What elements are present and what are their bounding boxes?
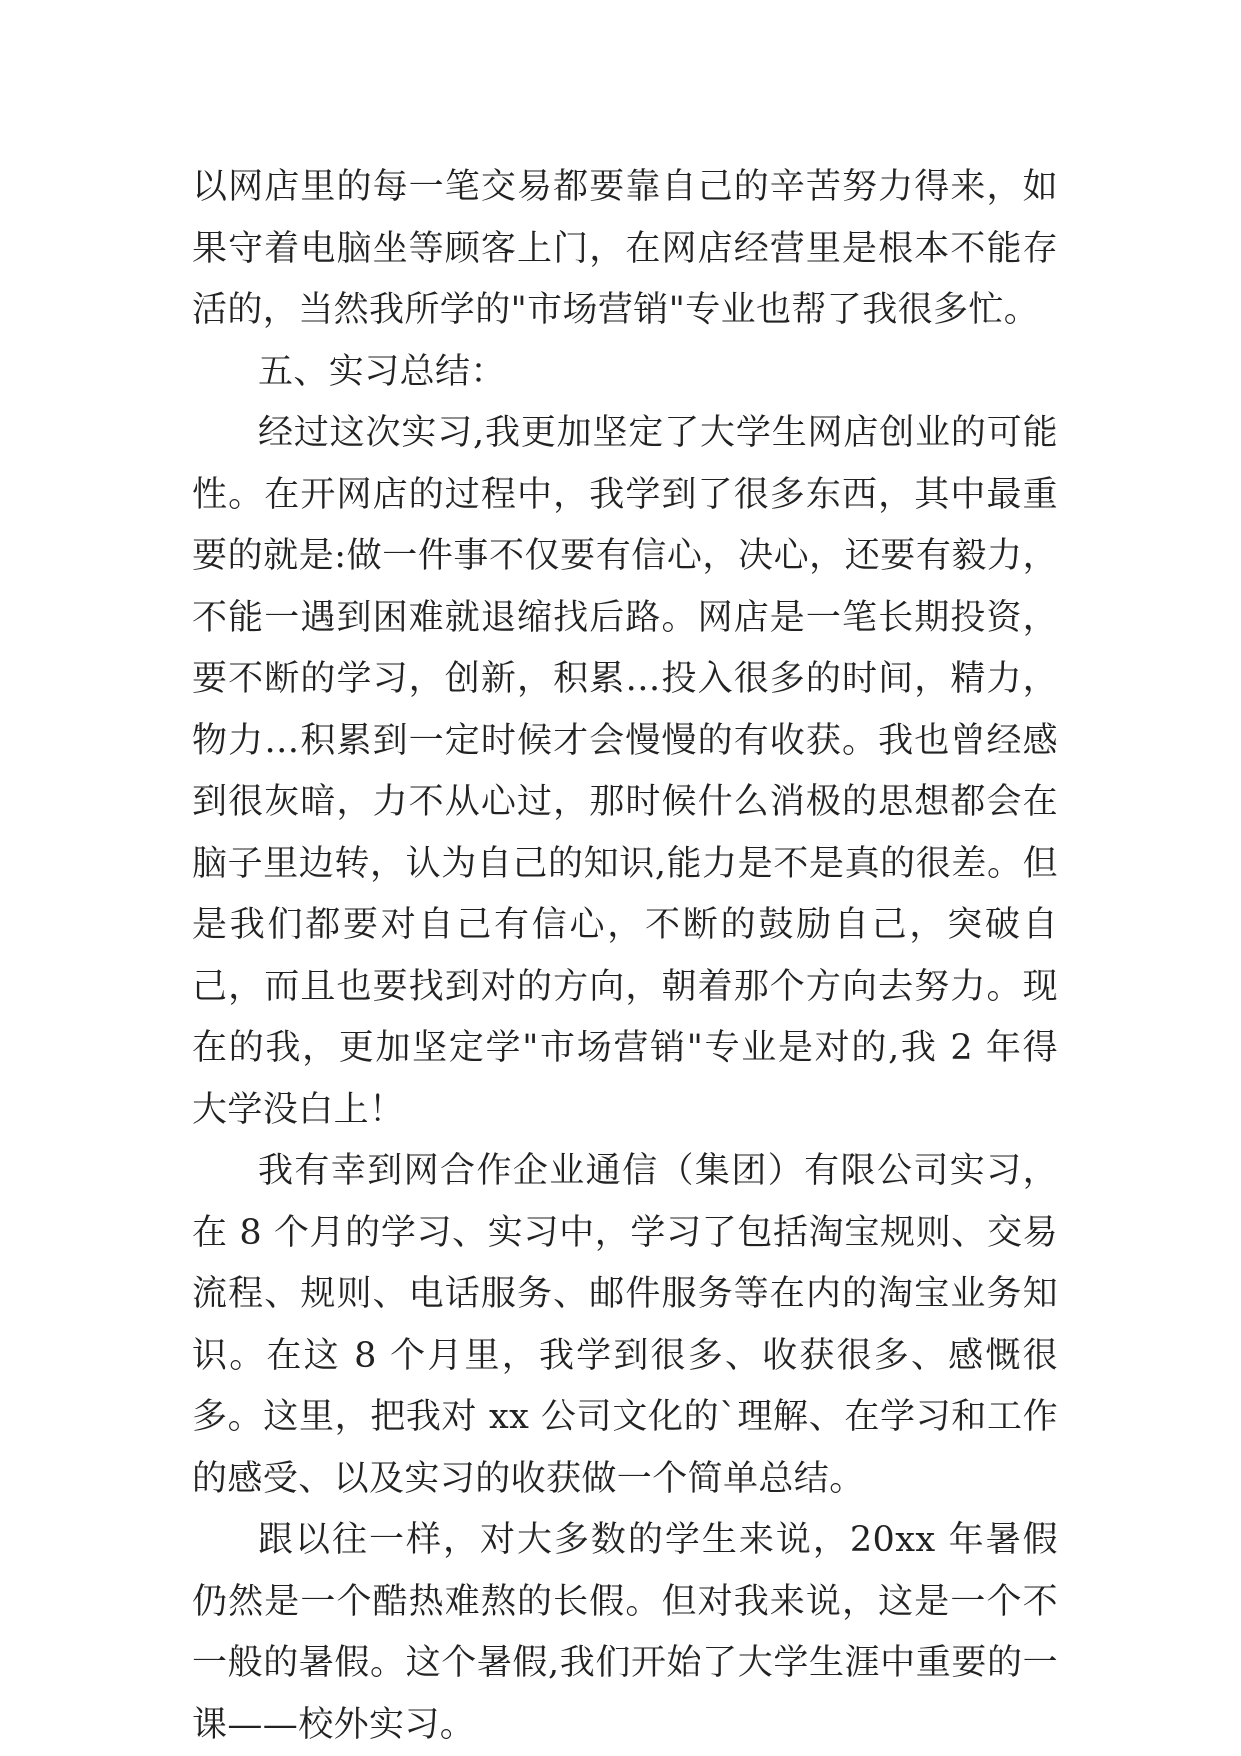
paragraph-4: 我有幸到网合作企业通信（集团）有限公司实习，在 8 个月的学习、实习中，学习了包括淘宝规则、交易流程、规则、电话服务、邮件服务等在内的淘宝业务知识。在这 8 个月里，我学到很多、收获很多、感慨很多。这里，把我对 xx 公司文化的`理解、在学习和工作的感受、以及实习的收获做一个简单总结。 (192, 1151, 1058, 1499)
paragraph-5: 跟以往一样，对大多数的学生来说，20xx 年暑假仍然是一个酷热难熬的长假。但对我来说，这是一个不一般的暑假。这个暑假,我们开始了大学生涯中重要的一课——校外实习。 (192, 1520, 1058, 1745)
paragraph-3: 经过这次实习,我更加坚定了大学生网店创业的可能性。在开网店的过程中，我学到了很多东西，其中最重要的就是:做一件事不仅要有信心，决心，还要有毅力，不能一遇到困难就退缩找后路。网店是一笔长期投资，要不断的学习，创新，积累…投入很多的时间，精力，物力…积累到一定时候才会慢慢的有收获。我也曾经感到很灰暗，力不从心过，那时候什么消极的思想都会在脑子里边转，认为自己的知识,能力是不是真的很差。但是我们都要对自己有信心，不断的鼓励自己，突破自己，而且也要找到对的方向，朝着那个方向去努力。现在的我，更加坚定学"市场营销"专业是对的,我 2 年得大学没白上！ (192, 413, 1058, 1130)
document-body (192, 157, 1058, 1756)
paragraph-1: 以网店里的每一笔交易都要靠自己的辛苦努力得来，如果守着电脑坐等顾客上门，在网店经营里是根本不能存活的，当然我所学的"市场营销"专业也帮了我很多忙。 (192, 167, 1058, 330)
section-heading-summary: 五、实习总结： (258, 351, 506, 392)
